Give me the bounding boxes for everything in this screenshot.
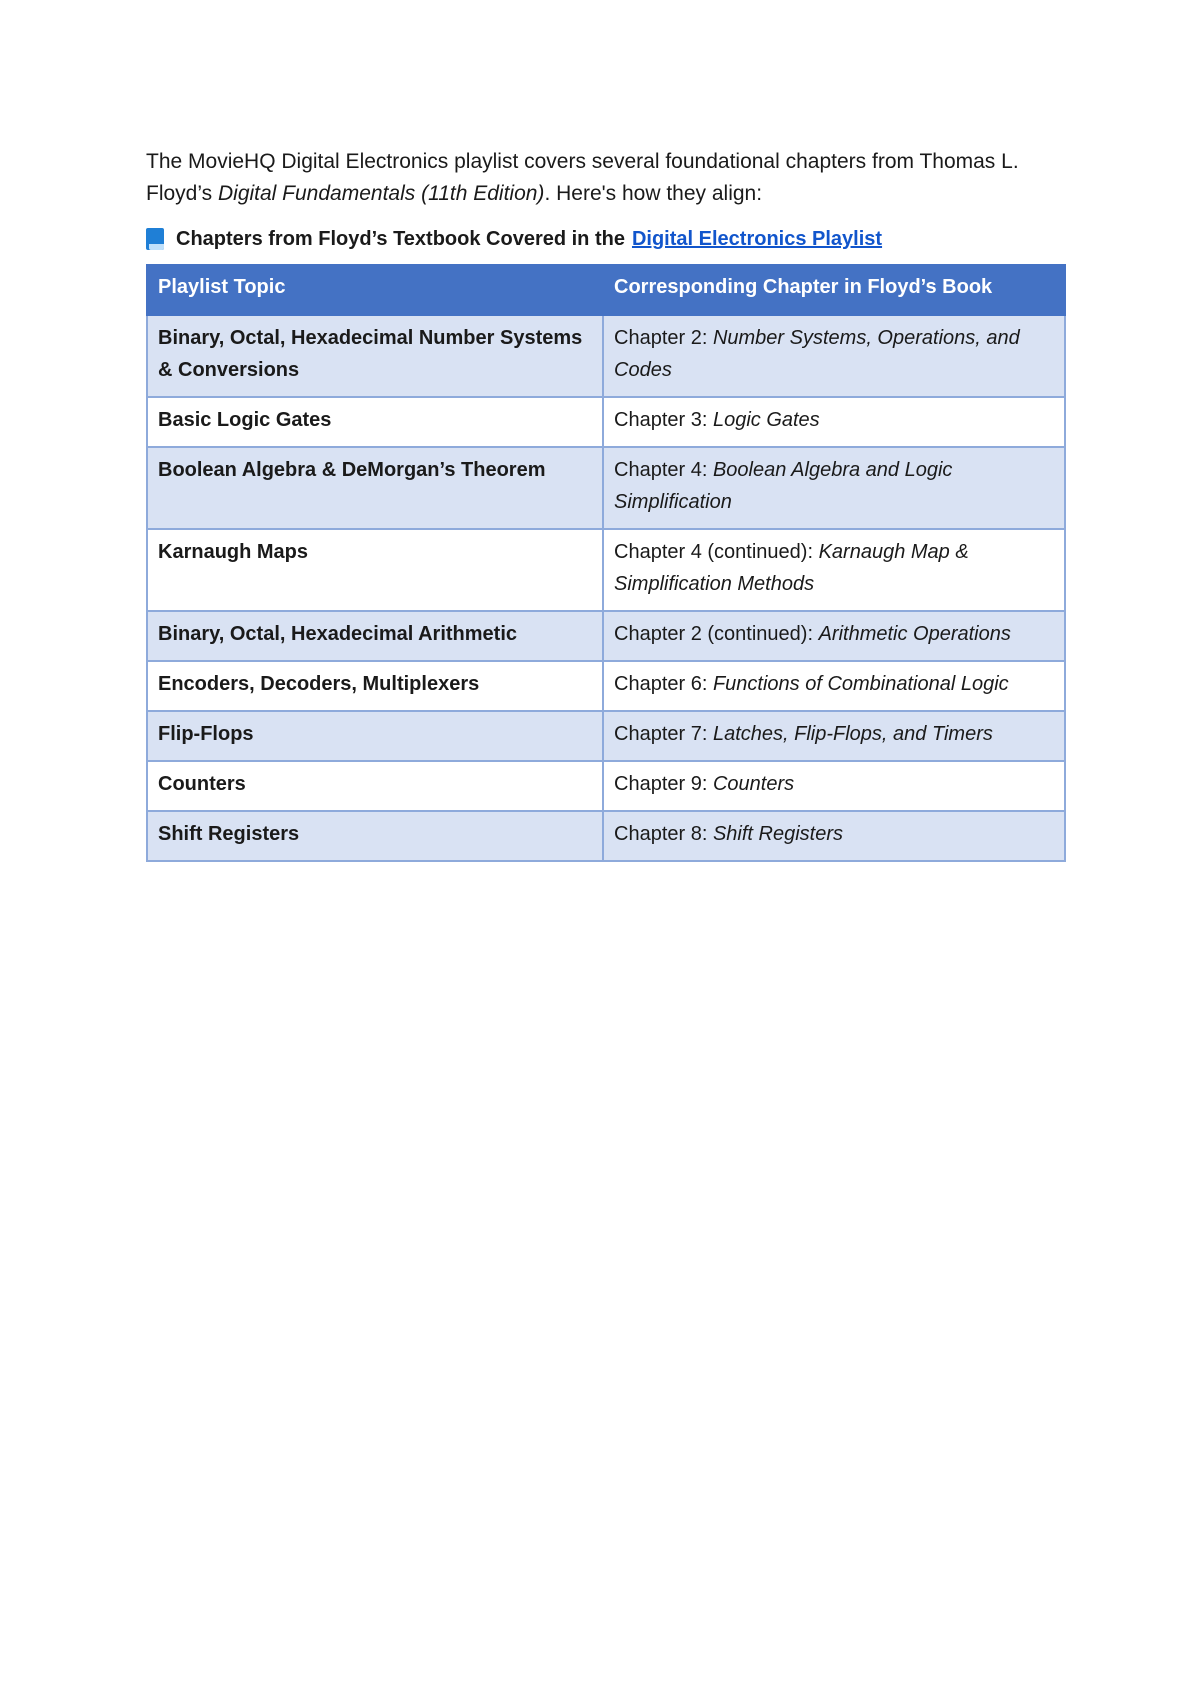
chapter-title: Number Systems, Operations, and Codes [614,327,1020,381]
playlist-topic-cell: Encoders, Decoders, Multiplexers [147,661,603,711]
table-row [147,811,1065,861]
chapter-number: Chapter 4 (continued): [614,541,814,563]
table-header-row [147,265,1065,315]
table-row [147,397,1065,447]
intro-paragraph [146,146,1064,210]
chapter-title: Functions of Combinational Logic [712,673,1009,695]
chapter-title: Counters [712,773,795,795]
chapter-number: Chapter 7: [614,723,708,745]
playlist-topic-cell: Basic Logic Gates [147,397,603,447]
chapter-number: Chapter 2 (continued): [614,623,814,645]
chapter-cell [603,711,1065,761]
table-row [147,661,1065,711]
chapter-cell [603,661,1065,711]
table-row [147,711,1065,761]
playlist-topic-cell: Shift Registers [147,811,603,861]
playlist-topic-cell: Binary, Octal, Hexadecimal Arithmetic [147,611,603,661]
chapter-cell [603,811,1065,861]
document-page [146,146,1064,862]
heading-text: Chapters from Floyd’s Textbook Covered in the [176,228,625,250]
header-playlist-topic: Playlist Topic [147,265,603,315]
chapter-title: Logic Gates [712,409,820,431]
playlist-topic-cell: Flip-Flops [147,711,603,761]
chapter-cell [603,761,1065,811]
table-row [147,529,1065,611]
playlist-topic-cell: Binary, Octal, Hexadecimal Number Systems & Conversions [147,315,603,397]
table-row [147,611,1065,661]
chapter-number: Chapter 6: [614,673,708,695]
chapter-cell [603,447,1065,529]
chapter-title: Boolean Algebra and Logic Simplification [614,459,953,513]
playlist-topic-cell: Karnaugh Maps [147,529,603,611]
intro-text: The MovieHQ Digital Electronics playlist covers several foundational chapters from Thomas L. Floyd’s [146,150,1019,205]
table-row [147,315,1065,397]
chapter-number: Chapter 2: [614,327,708,349]
chapter-cell [603,611,1065,661]
chapter-number: Chapter 3: [614,409,708,431]
chapter-number: Chapter 4: [614,459,708,481]
chapter-title: Latches, Flip-Flops, and Timers [712,723,993,745]
chapter-cell [603,529,1065,611]
chapters-table [146,264,1066,862]
table-row [147,447,1065,529]
playlist-link[interactable]: Digital Electronics Playlist [631,228,883,250]
chapter-title: Karnaugh Map & Simplification Methods [614,541,969,595]
chapter-cell [603,315,1065,397]
header-corresponding-chapter: Corresponding Chapter in Floyd’s Book [603,265,1065,315]
chapter-number: Chapter 9: [614,773,708,795]
section-heading [146,224,1064,254]
playlist-topic-cell: Counters [147,761,603,811]
playlist-topic-cell: Boolean Algebra & DeMorgan’s Theorem [147,447,603,529]
chapter-title: Shift Registers [712,823,844,845]
blue-book-icon [146,228,164,250]
table-row [147,761,1065,811]
chapter-number: Chapter 8: [614,823,708,845]
book-title: Digital Fundamentals (11th Edition) [217,182,545,205]
chapter-title: Arithmetic Operations [818,623,1011,645]
chapter-cell [603,397,1065,447]
intro-text-end: . Here's how they align: [544,182,763,205]
